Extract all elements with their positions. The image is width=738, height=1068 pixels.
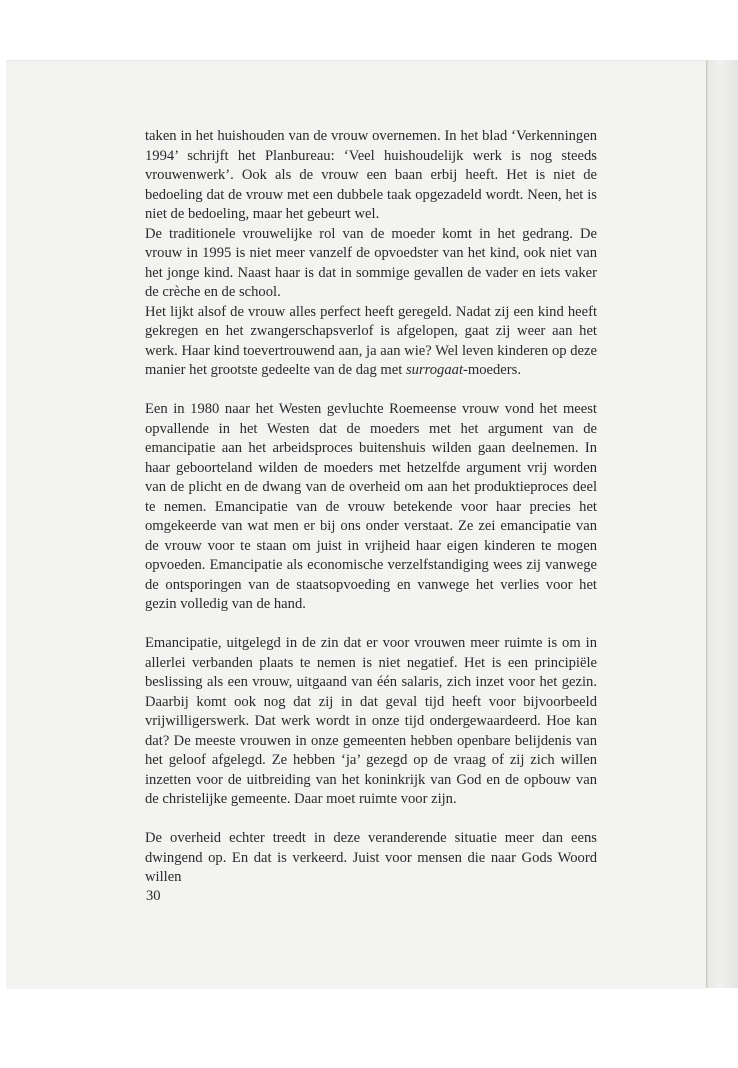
paragraph-4: Een in 1980 naar het Westen gevluchte Roemeense vrouw vond het meest opvallende in het Westen dat de moeders met het argument van de emancipatie aan het arbeidsproces buitenshuis wilden gaan deelnemen. In haar geboorteland wilden de moeders met hetzelfde argument vrij worden van de plicht en de dwang van de overheid om aan het produktieproces deel te nemen. Emancipatie van de vrouw betekende voor haar precies het omgekeerde van wat men er bij ons onder verstaat. Ze zei emancipatie van de vrouw voor te staan om juist in vrijheid haar eigen kinderen te mogen opvoeden. Emancipatie als economische verzelfstandiging wees zij vanwege de ontsporingen van de staatsopvoeding en vanwege het verlies voor het gezin volledig van de hand. [145,401,597,612]
paragraph-3-text: Het lijkt alsof de vrouw alles perfect heeft geregeld. Nadat zij een kind heeft gekregen en het zwangerschapsverlof is afgelopen, gaat zij weer aan het werk. Haar kind toevertrouwend aan, ja aan wie? Wel leven kinderen op deze manier het grootste gedeelte van de dag met [145,303,597,378]
paragraph-3-suffix: -moeders. [463,362,521,378]
page-number: 30 [146,888,161,904]
page-edge-shadow [706,60,738,988]
paragraph-1: taken in het huishouden van de vrouw overnemen. In het blad ‘Verkenningen 1994’ schrijft het Planbureau: ‘Veel huishoudelijk werk is nog steeds vrouwenwerk’. Ook als de vrouw een baan erbij heeft. Het is niet de bedoeling dat de vrouw met een dubbele taak opgezadeld wordt. Neen, het is niet de bedoeling, maar het gebeurt wel. [145,128,597,222]
paragraph-3 [145,303,597,381]
paragraph-5: Emancipatie, uitgelegd in de zin dat er voor vrouwen meer ruimte is om in allerlei verbanden plaats te nemen is niet negatief. Het is een principiële beslissing als een vrouw, uitgaand van één salaris, zich inzet voor het gezin. Daarbij komt ook nog dat zij in dat geval tijd heeft voor bijvoorbeeld vrijwilligerswerk. Dat werk wordt in onze tijd ondergewaardeerd. Hoe kan dat? De meeste vrouwen in onze gemeenten hebben openbare belijdenis van het geloof afgelegd. Ze hebben ‘ja’ gezegd op de vraag of zij zich willen inzetten voor de uitbreiding van het koninkrijk van God en de opbouw van de christelijke gemeente. Daar moet ruimte voor zijn. [145,635,597,807]
paragraph-2: De traditionele vrouwelijke rol van de moeder komt in het gedrang. De vrouw in 1995 is niet meer vanzelf de opvoedster van het kind, ook niet van het jonge kind. Naast haar is dat in sommige gevallen de vader en iets vaker de crèche en de school. [145,225,597,300]
page-edge-line [706,60,707,988]
paragraph-6: De overheid echter treedt in deze veranderende situatie meer dan eens dwingend op. En dat is verkeerd. Juist voor mensen die naar Gods Woord willen [145,830,597,885]
italic-term: surrogaat [405,362,464,378]
body-text [145,127,597,888]
